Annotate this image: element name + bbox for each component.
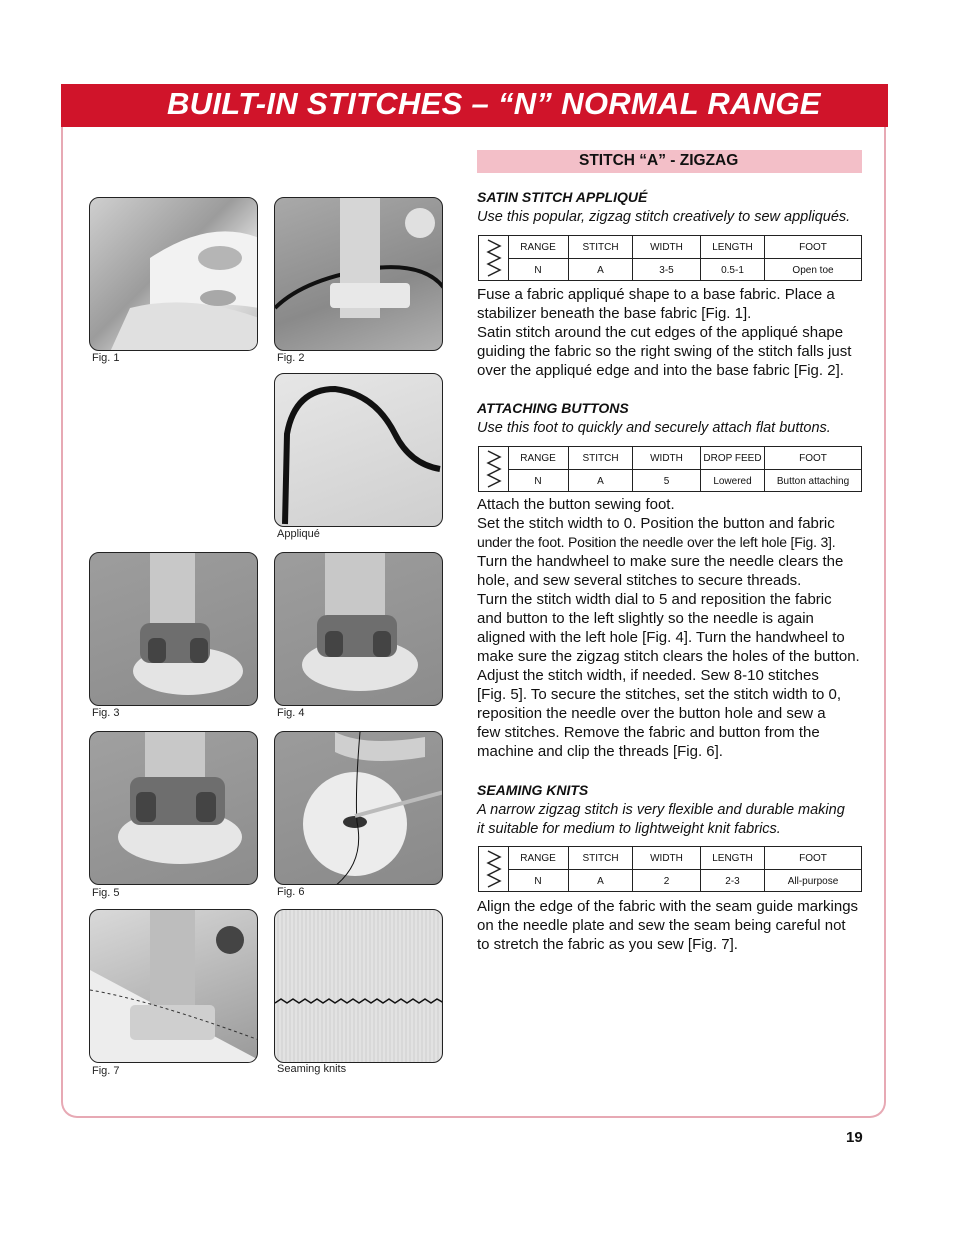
knits-value-foot: All-purpose xyxy=(765,870,862,893)
satin-header-width: WIDTH xyxy=(633,236,701,259)
buttons-value-foot: Button attaching xyxy=(765,470,862,493)
satin-line: guiding the fabric so the right swing of the stitch falls just xyxy=(477,343,852,360)
satin-value-length: 0.5-1 xyxy=(701,259,765,282)
fig7-photo xyxy=(89,909,258,1063)
buttons-line: reposition the needle over the button hole and sew a xyxy=(477,705,826,722)
knits-value-width: 2 xyxy=(633,870,701,893)
section-title: STITCH “A” - ZIGZAG xyxy=(579,152,739,169)
satin-value-foot: Open toe xyxy=(765,259,862,282)
knits-table xyxy=(508,847,861,892)
satin-value-width: 3-5 xyxy=(633,259,701,282)
buttons-settings-table xyxy=(478,446,862,492)
fig3-photo xyxy=(89,552,258,706)
satin-header-length: LENGTH xyxy=(701,236,765,259)
knits-header-range: RANGE xyxy=(508,847,569,870)
page-number: 19 xyxy=(846,1129,863,1146)
knits-value-range: N xyxy=(508,870,569,893)
satin-value-range: N xyxy=(508,259,569,282)
satin-intro: Use this popular, zigzag stitch creatively to sew appliqués. xyxy=(477,209,851,225)
buttons-value-stitch: A xyxy=(569,470,633,493)
satin-instructions xyxy=(477,285,862,380)
fig2-caption: Fig. 2 xyxy=(277,352,305,364)
zigzag-stitch-icon xyxy=(479,447,509,491)
buttons-line: make sure the zigzag stitch clears the holes of the button. xyxy=(477,648,860,665)
buttons-header-width: WIDTH xyxy=(633,447,701,470)
buttons-intro: Use this foot to quickly and securely attach flat buttons. xyxy=(477,420,831,436)
buttons-header-drop-feed: DROP FEED xyxy=(701,447,765,470)
satin-line: stabilizer beneath the base fabric [Fig. 1]. xyxy=(477,305,752,322)
title-banner xyxy=(61,84,888,127)
fig5-photo xyxy=(89,731,258,885)
knits-heading: SEAMING KNITS xyxy=(477,782,589,798)
fig1-caption: Fig. 1 xyxy=(92,352,120,364)
knits-line: on the needle plate and sew the seam being careful not xyxy=(477,917,846,934)
seaming-knits-photo xyxy=(274,909,443,1063)
knits-header-stitch: STITCH xyxy=(569,847,633,870)
fig5-caption: Fig. 5 xyxy=(92,887,120,899)
satin-table xyxy=(508,236,861,281)
satin-line: over the appliqué edge and into the base fabric [Fig. 2]. xyxy=(477,362,844,379)
satin-header-stitch: STITCH xyxy=(569,236,633,259)
buttons-line: and button to the left slightly so the needle is again xyxy=(477,610,814,627)
buttons-line: Attach the button sewing foot. xyxy=(477,496,675,513)
knits-instructions xyxy=(477,897,862,954)
buttons-line: Set the stitch width to 0. Position the button and fabric xyxy=(477,515,835,532)
knits-intro-line: A narrow zigzag stitch is very flexible and durable making xyxy=(477,802,845,818)
buttons-header-foot: FOOT xyxy=(765,447,862,470)
knits-value-length: 2-3 xyxy=(701,870,765,893)
buttons-line: aligned with the left hole [Fig. 4]. Turn the handwheel to xyxy=(477,629,845,646)
satin-line: Satin stitch around the cut edges of the appliqué shape xyxy=(477,324,844,341)
knits-value-stitch: A xyxy=(569,870,633,893)
fig4-caption: Fig. 4 xyxy=(277,707,305,719)
applique-caption: Appliqué xyxy=(277,528,320,540)
fig6-caption: Fig. 6 xyxy=(277,886,305,898)
satin-line: Fuse a fabric appliqué shape to a base fabric. Place a xyxy=(477,286,835,303)
satin-heading: SATIN STITCH APPLIQUÉ xyxy=(477,189,648,205)
fig3-caption: Fig. 3 xyxy=(92,707,120,719)
knits-header-length: LENGTH xyxy=(701,847,765,870)
fig4-photo xyxy=(274,552,443,706)
page-title: BUILT-IN STITCHES – “N” NORMAL RANGE xyxy=(167,86,821,121)
buttons-line: [Fig. 5]. To secure the stitches, set the stitch width to 0, xyxy=(477,686,842,703)
buttons-header-range: RANGE xyxy=(508,447,569,470)
buttons-line: Turn the handwheel to make sure the needle clears the xyxy=(477,553,844,570)
satin-header-foot: FOOT xyxy=(765,236,862,259)
knits-intro-line: it suitable for medium to lightweight knit fabrics. xyxy=(477,821,781,837)
knits-settings-table xyxy=(478,846,862,892)
knits-header-foot: FOOT xyxy=(765,847,862,870)
fig2-photo xyxy=(274,197,443,351)
knits-line: Align the edge of the fabric with the seam guide markings xyxy=(477,898,859,915)
section-header xyxy=(477,150,862,173)
zigzag-stitch-icon xyxy=(479,236,509,280)
zigzag-stitch-icon xyxy=(479,847,509,891)
buttons-line: hole, and sew several stitches to secure threads. xyxy=(477,572,802,589)
buttons-line: Turn the stitch width dial to 5 and reposition the fabric xyxy=(477,591,832,608)
applique-photo xyxy=(274,373,443,527)
fig1-photo xyxy=(89,197,258,351)
buttons-value-width: 5 xyxy=(633,470,701,493)
buttons-table xyxy=(508,447,861,492)
buttons-value-range: N xyxy=(508,470,569,493)
buttons-value-drop-feed: Lowered xyxy=(701,470,765,493)
satin-settings-table xyxy=(478,235,862,281)
satin-value-stitch: A xyxy=(569,259,633,282)
buttons-line: few stitches. Remove the fabric and button from the xyxy=(477,724,820,741)
knits-intro xyxy=(477,801,867,839)
buttons-line: Adjust the stitch width, if needed. Sew 8-10 stitches xyxy=(477,667,819,684)
buttons-line: under the foot. Position the needle over the left hole [Fig. 3]. xyxy=(477,534,836,550)
knits-header-width: WIDTH xyxy=(633,847,701,870)
fig7-caption: Fig. 7 xyxy=(92,1065,120,1077)
buttons-line: machine and clip the threads [Fig. 6]. xyxy=(477,743,723,760)
knits-line: to stretch the fabric as you sew [Fig. 7]. xyxy=(477,936,738,953)
seaming-knits-caption: Seaming knits xyxy=(277,1063,347,1075)
buttons-heading: ATTACHING BUTTONS xyxy=(477,400,629,416)
buttons-instructions xyxy=(477,495,862,761)
satin-header-range: RANGE xyxy=(508,236,569,259)
fig6-photo xyxy=(274,731,443,885)
buttons-header-stitch: STITCH xyxy=(569,447,633,470)
